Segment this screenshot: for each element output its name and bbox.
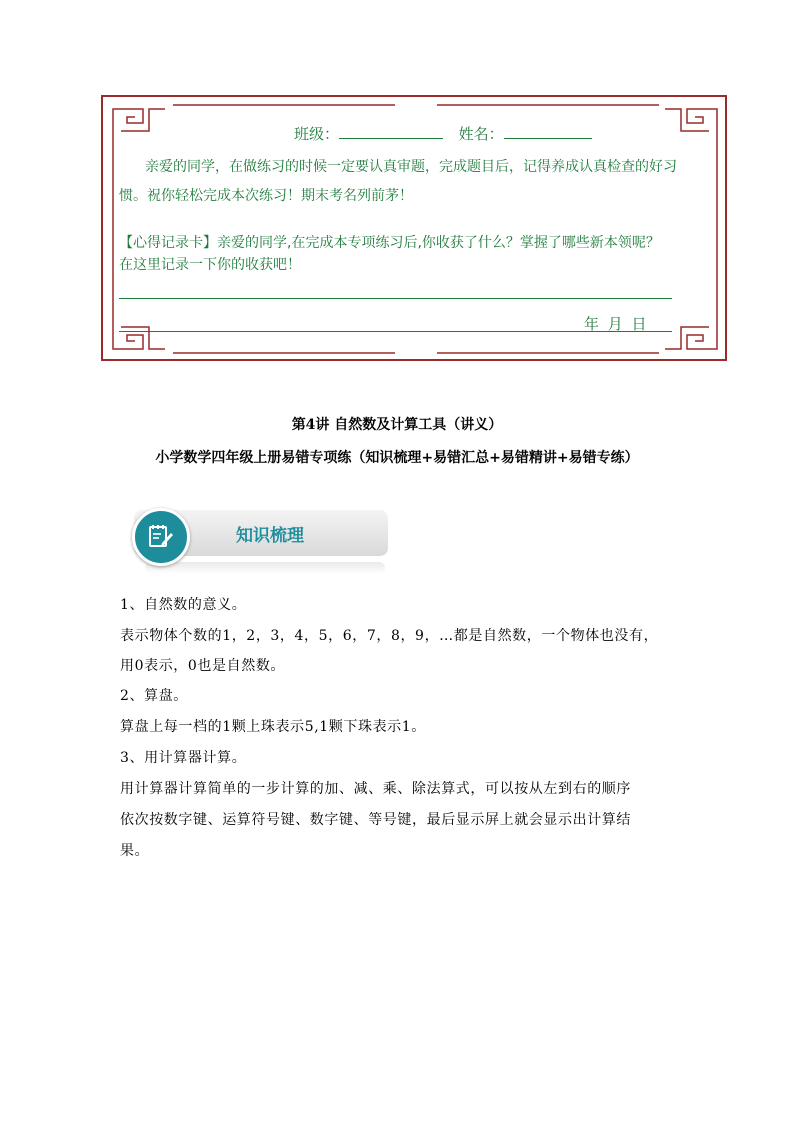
class-name-row [294,124,592,144]
date-label: 年 月 日 [584,315,647,333]
class-blank [339,124,443,139]
item2-text: 算盘上每一档的1颗上珠表示5,1颗下珠表示1。 [120,719,426,735]
item3-text-2: 依次按数字键、运算符号键、数字键、等号键，最后显示屏上就会显示出计算结 [120,812,631,828]
name-label: 姓名： [458,125,504,143]
greeting-line-1: 亲爱的同学，在做练习的时候一定要认真审题，完成题目后，记得养成认真检查的好习 [145,159,677,175]
lecture-title: 第4讲 自然数及计算工具（讲义） [291,417,503,433]
item3-heading: 3、用计算器计算。 [120,750,247,766]
item3-text-1: 用计算器计算简单的一步计算的加、减、乘、除法算式，可以按从左到右的顺序 [120,781,631,797]
item2-heading: 2、算盘。 [120,688,188,704]
class-label: 班级： [294,125,340,143]
item1-heading: 1、自然数的意义。 [120,597,247,613]
section-label: 知识梳理 [236,526,304,546]
item1-text-2: 用0表示，0也是自然数。 [120,658,286,674]
item1-text-1: 表示物体个数的1，2，3，4，5，6，7，8，9，…都是自然数，一个物体也没有， [120,628,659,644]
record-card-line-2: 在这里记录一下你的收获吧！ [119,257,301,273]
record-card-line-1: 【心得记录卡】亲爱的同学,在完成本专项练习后,你收获了什么？掌握了哪些新本领呢？ [119,235,660,251]
banner-shadow [145,562,385,574]
writing-line-1 [119,298,672,299]
section-icon-badge [132,508,190,566]
greeting-line-2: 惯。祝你轻松完成本次练习！期末考名列前茅！ [119,188,413,204]
name-blank [504,124,592,139]
notepad-pen-icon [148,523,174,549]
page-subtitle: 小学数学四年级上册易错专项练（知识梳理+易错汇总+易错精讲+易错专练） [155,450,639,466]
item3-text-3: 果。 [120,843,150,859]
